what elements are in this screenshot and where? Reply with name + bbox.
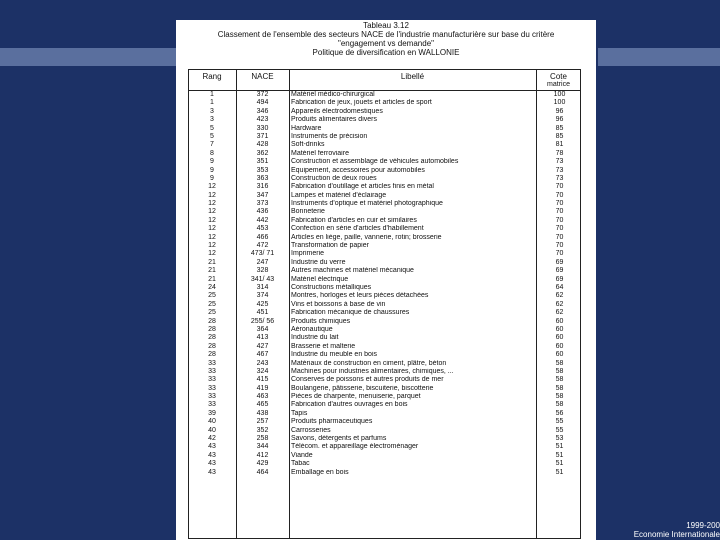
cell-nace: 451 xyxy=(256,309,269,317)
cell-libelle: Savons, détergents et parfums xyxy=(291,435,387,443)
cell-cote: 55 xyxy=(555,418,564,426)
cell-cote: 70 xyxy=(555,208,564,216)
cell-libelle: Autres machines et matériel mécanique xyxy=(291,267,414,275)
cell-cote: 58 xyxy=(555,359,564,367)
cell-cote: 51 xyxy=(555,451,564,459)
table-row xyxy=(176,284,596,292)
table-row xyxy=(176,427,596,435)
table-row xyxy=(176,393,596,401)
cell-nace: 464 xyxy=(256,468,269,476)
table-row xyxy=(176,469,596,477)
cell-rang: 21 xyxy=(208,275,216,283)
table-row xyxy=(176,334,596,342)
cell-libelle: Bonneterie xyxy=(291,208,325,216)
cell-cote: 69 xyxy=(555,258,564,266)
cell-rang: 39 xyxy=(208,409,216,417)
cell-libelle: Emballage en bois xyxy=(291,468,349,476)
cell-rang: 12 xyxy=(208,208,216,216)
cell-nace: 341/ 43 xyxy=(250,275,275,283)
cell-cote: 56 xyxy=(555,409,564,417)
cell-cote: 100 xyxy=(553,91,566,98)
table-row xyxy=(176,133,596,141)
cell-libelle: Construction et assemblage de véhicules automobiles xyxy=(291,158,459,166)
cell-nace: 362 xyxy=(256,149,269,157)
cell-libelle: Produits pharmaceutiques xyxy=(291,418,373,426)
cell-nace: 427 xyxy=(256,342,269,350)
cell-rang: 40 xyxy=(208,426,216,434)
cell-rang: 21 xyxy=(208,267,216,275)
footer-years: 1999-200 xyxy=(686,521,720,530)
cell-nace: 415 xyxy=(256,376,269,384)
cell-rang: 12 xyxy=(208,216,216,224)
header-matrice: matrice xyxy=(547,81,570,88)
cell-cote: 55 xyxy=(555,426,564,434)
cell-libelle: Viande xyxy=(291,451,313,459)
cell-rang: 3 xyxy=(210,116,214,124)
header-cote: Cote xyxy=(550,72,567,81)
cell-nace: 413 xyxy=(256,334,269,342)
cell-nace: 472 xyxy=(256,242,269,250)
cell-rang: 28 xyxy=(208,334,216,342)
cell-nace: 465 xyxy=(256,401,269,409)
cell-libelle: Brasserie et malterie xyxy=(291,342,356,350)
table-row xyxy=(176,108,596,116)
cell-libelle: Matériaux de construction en ciment, plâtre, béton xyxy=(291,359,447,367)
table-row xyxy=(176,125,596,133)
table-row xyxy=(176,460,596,468)
cell-libelle: Instruments d'optique et matériel photographique xyxy=(291,200,443,208)
cell-cote: 70 xyxy=(555,191,564,199)
table-subtitle: Politique de diversification en WALLONIE xyxy=(312,48,460,57)
cell-libelle: Transformation de papier xyxy=(291,242,369,250)
cell-libelle: Constructions métalliques xyxy=(291,283,372,291)
cell-cote: 62 xyxy=(555,300,564,308)
cell-libelle: Tapis xyxy=(291,409,308,417)
cell-cote: 70 xyxy=(555,225,564,233)
table-row xyxy=(176,276,596,284)
cell-nace: 412 xyxy=(256,451,269,459)
table-row xyxy=(176,183,596,191)
cell-rang: 33 xyxy=(208,359,216,367)
table-row xyxy=(176,208,596,216)
table-row xyxy=(176,452,596,460)
cell-nace: 466 xyxy=(256,233,269,241)
cell-rang: 43 xyxy=(208,468,216,476)
table-row xyxy=(176,158,596,166)
cell-libelle: Industrie du meuble en bois xyxy=(291,351,377,359)
table-row xyxy=(176,318,596,326)
table-row xyxy=(176,360,596,368)
cell-rang: 9 xyxy=(210,158,214,166)
cell-nace: 438 xyxy=(256,409,269,417)
cell-cote: 70 xyxy=(555,216,564,224)
cell-rang: 33 xyxy=(208,393,216,401)
cell-rang: 8 xyxy=(210,149,214,157)
cell-libelle: Produits alimentaires divers xyxy=(291,116,377,124)
cell-nace: 255/ 56 xyxy=(250,317,275,325)
table-row xyxy=(176,443,596,451)
table-row xyxy=(176,385,596,393)
cell-nace: 425 xyxy=(256,300,269,308)
cell-nace: 371 xyxy=(256,132,269,140)
cell-cote: 60 xyxy=(555,325,564,333)
cell-nace: 258 xyxy=(256,435,269,443)
table-row xyxy=(176,292,596,300)
cell-nace: 363 xyxy=(256,174,269,182)
cell-libelle: Fabrication de jeux, jouets et articles de sport xyxy=(291,99,432,107)
cell-cote: 78 xyxy=(555,149,564,157)
table-row xyxy=(176,167,596,175)
cell-rang: 42 xyxy=(208,435,216,443)
cell-rang: 28 xyxy=(208,317,216,325)
cell-libelle: Fabrication d'outillage et articles finis en métal xyxy=(291,183,434,191)
table-row xyxy=(176,99,596,107)
cell-cote: 96 xyxy=(555,107,564,115)
cell-libelle: Carrosseries xyxy=(291,426,331,434)
table-row xyxy=(176,401,596,409)
cell-cote: 96 xyxy=(555,116,564,124)
cell-libelle: Tabac xyxy=(291,460,310,468)
table-row xyxy=(176,250,596,258)
cell-nace: 344 xyxy=(256,443,269,451)
cell-cote: 81 xyxy=(555,141,564,149)
table-number: Tableau 3.12 xyxy=(363,21,409,30)
cell-libelle: Lampes et matériel d'éclairage xyxy=(291,191,387,199)
cell-nace: 374 xyxy=(256,292,269,300)
cell-cote: 100 xyxy=(553,99,566,107)
table-row xyxy=(176,141,596,149)
table-row xyxy=(176,200,596,208)
table-criterion: "engagement vs demande" xyxy=(338,39,434,48)
cell-cote: 64 xyxy=(555,283,564,291)
table-row xyxy=(176,267,596,275)
cell-nace: 347 xyxy=(256,191,269,199)
table-row xyxy=(176,225,596,233)
decorative-band-right xyxy=(598,48,720,66)
cell-nace: 372 xyxy=(256,91,269,98)
cell-libelle: Conserves de poissons et autres produits de mer xyxy=(291,376,444,384)
cell-nace: 423 xyxy=(256,116,269,124)
cell-rang: 12 xyxy=(208,242,216,250)
cell-nace: 351 xyxy=(256,158,269,166)
header-nace: NACE xyxy=(251,72,274,81)
table-title: Classement de l'ensemble des secteurs NACE de l'industrie manufacturière sur base du critère xyxy=(217,30,555,39)
cell-nace: 353 xyxy=(256,166,269,174)
table-row xyxy=(176,351,596,359)
cell-rang: 24 xyxy=(208,283,216,291)
table-row xyxy=(176,259,596,267)
cell-rang: 25 xyxy=(208,309,216,317)
table-row xyxy=(176,343,596,351)
cell-rang: 28 xyxy=(208,351,216,359)
cell-cote: 58 xyxy=(555,376,564,384)
cell-rang: 33 xyxy=(208,384,216,392)
cell-nace: 247 xyxy=(256,258,269,266)
cell-libelle: Montres, horloges et leurs pièces détachées xyxy=(291,292,429,300)
cell-libelle: Matériel ferroviaire xyxy=(291,149,349,157)
cell-cote: 60 xyxy=(555,317,564,325)
cell-nace: 352 xyxy=(256,426,269,434)
cell-rang: 25 xyxy=(208,292,216,300)
cell-cote: 58 xyxy=(555,384,564,392)
cell-cote: 73 xyxy=(555,158,564,166)
cell-nace: 364 xyxy=(256,325,269,333)
cell-rang: 28 xyxy=(208,342,216,350)
cell-cote: 60 xyxy=(555,351,564,359)
cell-rang: 43 xyxy=(208,443,216,451)
cell-rang: 33 xyxy=(208,376,216,384)
cell-libelle: Pièces de charpente, menuiserie, parquet xyxy=(291,393,421,401)
cell-cote: 51 xyxy=(555,468,564,476)
table-row xyxy=(176,410,596,418)
table-row xyxy=(176,91,596,99)
cell-cote: 53 xyxy=(555,435,564,443)
cell-nace: 473/ 71 xyxy=(250,250,275,258)
table-row xyxy=(176,217,596,225)
cell-rang: 33 xyxy=(208,401,216,409)
table-row xyxy=(176,150,596,158)
decorative-band-left xyxy=(0,48,178,66)
cell-libelle: Confection en série d'articles d'habillement xyxy=(291,225,424,233)
cell-nace: 257 xyxy=(256,418,269,426)
cell-nace: 429 xyxy=(256,460,269,468)
cell-libelle: Machines pour industries alimentaires, chimiques, ... xyxy=(291,367,454,375)
cell-nace: 243 xyxy=(256,359,269,367)
header-libelle: Libellé xyxy=(400,72,425,81)
cell-cote: 70 xyxy=(555,250,564,258)
cell-nace: 463 xyxy=(256,393,269,401)
footer-course: Economie Internationale xyxy=(633,530,720,539)
cell-cote: 62 xyxy=(555,309,564,317)
table-row xyxy=(176,326,596,334)
cell-cote: 70 xyxy=(555,200,564,208)
cell-cote: 70 xyxy=(555,183,564,191)
cell-cote: 73 xyxy=(555,174,564,182)
cell-nace: 453 xyxy=(256,225,269,233)
cell-rang: 12 xyxy=(208,250,216,258)
cell-cote: 51 xyxy=(555,443,564,451)
cell-libelle: Aéronautique xyxy=(291,325,333,333)
cell-rang: 3 xyxy=(210,107,214,115)
cell-libelle: Construction de deux roues xyxy=(291,174,377,182)
cell-cote: 69 xyxy=(555,275,564,283)
cell-rang: 43 xyxy=(208,460,216,468)
cell-rang: 28 xyxy=(208,325,216,333)
cell-libelle: Fabrication mécanique de chaussures xyxy=(291,309,410,317)
table-row xyxy=(176,301,596,309)
cell-rang: 43 xyxy=(208,451,216,459)
cell-cote: 85 xyxy=(555,124,564,132)
cell-cote: 85 xyxy=(555,132,564,140)
cell-nace: 328 xyxy=(256,267,269,275)
cell-libelle: Hardware xyxy=(291,124,322,132)
cell-libelle: Industrie du verre xyxy=(291,258,346,266)
table-row xyxy=(176,234,596,242)
cell-libelle: Industrie du lait xyxy=(291,334,339,342)
cell-rang: 33 xyxy=(208,367,216,375)
cell-libelle: Vins et boissons à base de vin xyxy=(291,300,386,308)
cell-rang: 5 xyxy=(210,132,214,140)
cell-libelle: Fabrication d'articles en cuir et similaires xyxy=(291,216,417,224)
cell-nace: 494 xyxy=(256,99,269,107)
table-body xyxy=(176,91,596,477)
cell-rang: 25 xyxy=(208,300,216,308)
cell-cote: 73 xyxy=(555,166,564,174)
cell-rang: 40 xyxy=(208,418,216,426)
cell-cote: 70 xyxy=(555,242,564,250)
cell-cote: 69 xyxy=(555,267,564,275)
cell-nace: 419 xyxy=(256,384,269,392)
document-page xyxy=(176,20,596,540)
cell-libelle: Soft-drinks xyxy=(291,141,325,149)
cell-nace: 442 xyxy=(256,216,269,224)
cell-libelle: Boulangerie, pâtisserie, biscuiterie, biscotterie xyxy=(291,384,434,392)
cell-cote: 60 xyxy=(555,342,564,350)
cell-rang: 1 xyxy=(210,99,214,107)
cell-cote: 58 xyxy=(555,401,564,409)
cell-libelle: Articles en liège, paille, vannerie, rotin; brosserie xyxy=(291,233,442,241)
cell-cote: 70 xyxy=(555,233,564,241)
table-row xyxy=(176,309,596,317)
cell-libelle: Matériel médico-chirurgical xyxy=(291,91,375,98)
cell-rang: 9 xyxy=(210,166,214,174)
cell-rang: 21 xyxy=(208,258,216,266)
table-row xyxy=(176,435,596,443)
cell-libelle: Imprimerie xyxy=(291,250,325,258)
cell-rang: 12 xyxy=(208,233,216,241)
cell-rang: 12 xyxy=(208,225,216,233)
cell-rang: 12 xyxy=(208,191,216,199)
table-row xyxy=(176,242,596,250)
header-rang: Rang xyxy=(202,72,222,81)
table-row xyxy=(176,116,596,124)
cell-nace: 467 xyxy=(256,351,269,359)
table-row xyxy=(176,376,596,384)
cell-libelle: Equipement, accessoires pour automobiles xyxy=(291,166,425,174)
cell-libelle: Fabrication d'autres ouvrages en bois xyxy=(291,401,408,409)
cell-nace: 324 xyxy=(256,367,269,375)
cell-nace: 346 xyxy=(256,107,269,115)
cell-rang: 12 xyxy=(208,183,216,191)
cell-nace: 330 xyxy=(256,124,269,132)
cell-rang: 7 xyxy=(210,141,214,149)
cell-libelle: Matériel électrique xyxy=(291,275,349,283)
cell-rang: 1 xyxy=(210,91,214,98)
cell-rang: 12 xyxy=(208,200,216,208)
cell-nace: 314 xyxy=(256,283,269,291)
cell-cote: 60 xyxy=(555,334,564,342)
cell-libelle: Produits chimiques xyxy=(291,317,351,325)
cell-rang: 9 xyxy=(210,174,214,182)
cell-nace: 428 xyxy=(256,141,269,149)
table-row xyxy=(176,418,596,426)
table-row xyxy=(176,368,596,376)
cell-rang: 5 xyxy=(210,124,214,132)
cell-libelle: Appareils électrodomestiques xyxy=(291,107,383,115)
cell-cote: 58 xyxy=(555,367,564,375)
cell-libelle: Instruments de précision xyxy=(291,132,368,140)
cell-cote: 51 xyxy=(555,460,564,468)
cell-cote: 62 xyxy=(555,292,564,300)
cell-cote: 58 xyxy=(555,393,564,401)
cell-nace: 316 xyxy=(256,183,269,191)
table-row xyxy=(176,192,596,200)
cell-libelle: Télécom. et appareillage électroménager xyxy=(291,443,419,451)
cell-nace: 373 xyxy=(256,200,269,208)
table-row xyxy=(176,175,596,183)
cell-nace: 436 xyxy=(256,208,269,216)
